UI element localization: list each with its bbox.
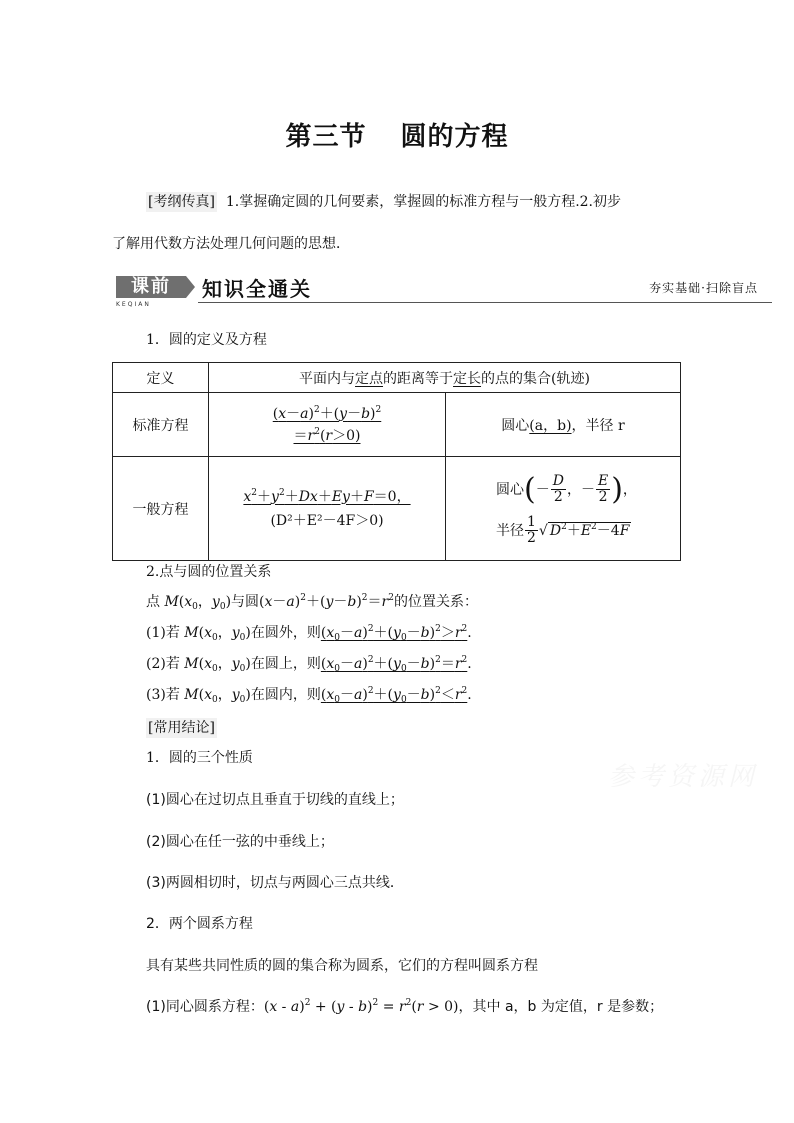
table-row <box>113 457 681 561</box>
table-row <box>113 393 681 457</box>
list-item: (3)若 $M(x_0$，$y_0$)在圆内，则$(x_0-a)^2+(y_0-b)^2<r^2$. <box>146 686 472 705</box>
general-form-equation: $x^2+y^2+Dx+Ey+F=0$， (D²＋E²－4F＞0) <box>209 457 446 561</box>
point-circle-intro: 点 $M(x_0$，$y_0$)与圆$(x-a)^2+(y-b)^2=r^2$的位置关系： <box>146 593 478 612</box>
list-item: (1)若 $M(x_0$，$y_0$)在圆外，则$(x_0-a)^2+(y_0-b)^2>r^2$. <box>146 624 472 643</box>
standard-form-equation: $(x-a)^2+(y-b)^2$ $=r^2(r>0)$ <box>209 393 446 457</box>
banner-subtitle: 夯实基础·扫除盲点 <box>649 281 758 295</box>
banner-arrow <box>186 276 195 298</box>
standard-form-label: 标准方程 <box>113 393 209 457</box>
section-heading-2: 2.点与圆的位置关系 <box>146 564 272 580</box>
general-form-label: 一般方程 <box>113 457 209 561</box>
property-item: (1)圆心在过切点且垂直于切线的直线上； <box>146 792 404 808</box>
section-heading-1: 1．圆的定义及方程 <box>146 332 267 348</box>
syllabus-tag: [考纲传真] <box>148 194 215 210</box>
list-item: (2)若 $M(x_0$，$y_0$)在圆上，则$(x_0-a)^2+(y_0-b)^2=r^2$. <box>146 655 472 674</box>
circle-equation-table <box>112 362 681 561</box>
general-form-center: 圆心(－ $\frac{D}{2}$ ，－ $\frac{E}{2}$ )， 半径 $\frac{1}{2}$ √ $D^2+E^2-4F$ <box>446 457 681 561</box>
page-title: 第三节 圆的方程 <box>285 122 509 152</box>
standard-form-center: 圆心(a，b)，半径 r <box>446 393 681 457</box>
banner-tag: 课前 <box>116 276 186 298</box>
concentric-circle-system: (1)同心圆系方程：$(x - a)^2 + (y - b)^2 = r^2(r > 0)$，其中 a，b 为定值，r 是参数； <box>146 998 664 1015</box>
banner-heading: 知识全通关 <box>202 277 312 301</box>
common-conclusions-tag: [常用结论] <box>148 720 215 736</box>
circle-system-definition: 具有某些共同性质的圆的集合称为圆系，它们的方程叫圆系方程 <box>146 958 538 974</box>
intro-line-2: 了解用代数方法处理几何问题的思想． <box>112 236 350 252</box>
subheading-circle-systems: 2．两个圆系方程 <box>146 916 253 932</box>
intro-line-1: [考纲传真] 1.掌握确定圆的几何要素，掌握圆的标准方程与一般方程.2.初步 <box>148 194 622 210</box>
banner-pinyin: KEQIAN <box>116 301 151 308</box>
definition-label: 定义 <box>113 363 209 393</box>
table-row <box>113 363 681 393</box>
definition-text: 平面内与定点的距离等于定长的点的集合(轨迹) <box>209 363 681 393</box>
banner-rule <box>198 302 772 303</box>
section-banner <box>112 272 772 308</box>
property-item: (3)两圆相切时，切点与两圆心三点共线． <box>146 875 404 891</box>
subheading-properties: 1．圆的三个性质 <box>146 750 253 766</box>
watermark: 参考资源网 <box>608 762 759 792</box>
property-item: (2)圆心在任一弦的中垂线上； <box>146 834 334 850</box>
